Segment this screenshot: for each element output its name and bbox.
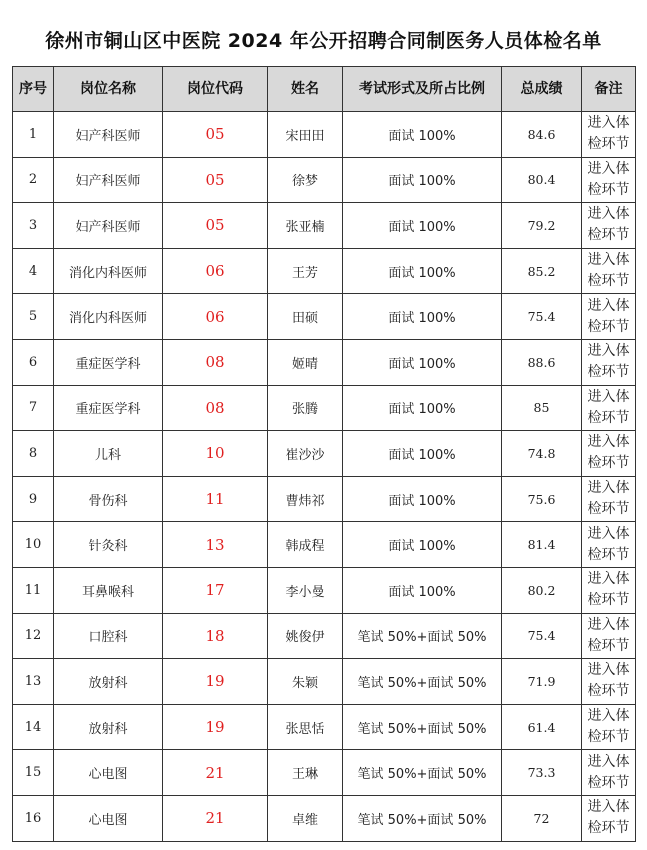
cell-score: 73.3 xyxy=(502,750,582,796)
cell-name: 卓维 xyxy=(268,795,343,841)
cell-name: 朱颖 xyxy=(268,659,343,705)
cell-seq: 4 xyxy=(13,248,54,294)
cell-seq: 16 xyxy=(13,795,54,841)
cell-score: 75.4 xyxy=(502,294,582,340)
cell-note: 进入体检环节 xyxy=(582,203,636,249)
cell-seq: 2 xyxy=(13,157,54,203)
cell-seq: 8 xyxy=(13,431,54,477)
cell-note: 进入体检环节 xyxy=(582,659,636,705)
cell-position: 妇产科医师 xyxy=(54,157,163,203)
table-row xyxy=(13,659,636,705)
cell-position: 消化内科医师 xyxy=(54,248,163,294)
cell-position: 放射科 xyxy=(54,659,163,705)
cell-note: 进入体检环节 xyxy=(582,339,636,385)
cell-exam: 笔试 50%+面试 50% xyxy=(343,704,502,750)
cell-score: 80.4 xyxy=(502,157,582,203)
cell-note: 进入体检环节 xyxy=(582,750,636,796)
table-row xyxy=(13,339,636,385)
cell-code: 18 xyxy=(163,613,268,659)
cell-code: 21 xyxy=(163,750,268,796)
cell-position: 放射科 xyxy=(54,704,163,750)
cell-exam: 面试 100% xyxy=(343,203,502,249)
cell-note: 进入体检环节 xyxy=(582,431,636,477)
cell-exam: 面试 100% xyxy=(343,157,502,203)
table-row xyxy=(13,522,636,568)
table-row xyxy=(13,567,636,613)
cell-code: 13 xyxy=(163,522,268,568)
cell-position: 消化内科医师 xyxy=(54,294,163,340)
cell-position: 耳鼻喉科 xyxy=(54,567,163,613)
cell-exam: 笔试 50%+面试 50% xyxy=(343,613,502,659)
cell-seq: 13 xyxy=(13,659,54,705)
table-body xyxy=(13,112,636,842)
cell-score: 72 xyxy=(502,795,582,841)
cell-code: 08 xyxy=(163,385,268,431)
table-row xyxy=(13,750,636,796)
cell-code: 05 xyxy=(163,203,268,249)
cell-name: 崔沙沙 xyxy=(268,431,343,477)
cell-code: 17 xyxy=(163,567,268,613)
cell-name: 张腾 xyxy=(268,385,343,431)
cell-score: 75.4 xyxy=(502,613,582,659)
cell-seq: 15 xyxy=(13,750,54,796)
table-row xyxy=(13,431,636,477)
cell-exam: 面试 100% xyxy=(343,112,502,158)
cell-exam: 面试 100% xyxy=(343,567,502,613)
cell-position: 骨伤科 xyxy=(54,476,163,522)
table-row xyxy=(13,795,636,841)
cell-name: 田硕 xyxy=(268,294,343,340)
cell-seq: 5 xyxy=(13,294,54,340)
cell-position: 心电图 xyxy=(54,795,163,841)
cell-position: 妇产科医师 xyxy=(54,112,163,158)
cell-seq: 3 xyxy=(13,203,54,249)
cell-note: 进入体检环节 xyxy=(582,112,636,158)
header-position: 岗位名称 xyxy=(54,67,163,112)
cell-seq: 10 xyxy=(13,522,54,568)
table-row xyxy=(13,704,636,750)
cell-exam: 面试 100% xyxy=(343,385,502,431)
cell-note: 进入体检环节 xyxy=(582,248,636,294)
cell-seq: 12 xyxy=(13,613,54,659)
cell-score: 85.2 xyxy=(502,248,582,294)
header-name: 姓名 xyxy=(268,67,343,112)
table-row xyxy=(13,248,636,294)
cell-position: 重症医学科 xyxy=(54,385,163,431)
table-row xyxy=(13,385,636,431)
cell-exam: 面试 100% xyxy=(343,522,502,568)
cell-score: 85 xyxy=(502,385,582,431)
cell-name: 王琳 xyxy=(268,750,343,796)
cell-note: 进入体检环节 xyxy=(582,522,636,568)
cell-exam: 面试 100% xyxy=(343,294,502,340)
cell-seq: 11 xyxy=(13,567,54,613)
cell-name: 姬晴 xyxy=(268,339,343,385)
header-score: 总成绩 xyxy=(502,67,582,112)
cell-exam: 面试 100% xyxy=(343,431,502,477)
cell-score: 61.4 xyxy=(502,704,582,750)
cell-code: 06 xyxy=(163,248,268,294)
cell-code: 21 xyxy=(163,795,268,841)
header-exam: 考试形式及所占比例 xyxy=(343,67,502,112)
cell-score: 74.8 xyxy=(502,431,582,477)
cell-code: 19 xyxy=(163,659,268,705)
cell-seq: 14 xyxy=(13,704,54,750)
table-row xyxy=(13,613,636,659)
cell-note: 进入体检环节 xyxy=(582,613,636,659)
cell-seq: 9 xyxy=(13,476,54,522)
cell-name: 曹炜祁 xyxy=(268,476,343,522)
cell-exam: 笔试 50%+面试 50% xyxy=(343,795,502,841)
cell-score: 84.6 xyxy=(502,112,582,158)
cell-name: 姚俊伊 xyxy=(268,613,343,659)
cell-position: 针灸科 xyxy=(54,522,163,568)
table-row xyxy=(13,294,636,340)
header-code: 岗位代码 xyxy=(163,67,268,112)
cell-position: 心电图 xyxy=(54,750,163,796)
cell-code: 19 xyxy=(163,704,268,750)
cell-code: 11 xyxy=(163,476,268,522)
table-row xyxy=(13,157,636,203)
cell-code: 05 xyxy=(163,112,268,158)
cell-code: 08 xyxy=(163,339,268,385)
cell-note: 进入体检环节 xyxy=(582,294,636,340)
cell-note: 进入体检环节 xyxy=(582,704,636,750)
cell-name: 李小曼 xyxy=(268,567,343,613)
cell-exam: 面试 100% xyxy=(343,476,502,522)
cell-note: 进入体检环节 xyxy=(582,567,636,613)
cell-note: 进入体检环节 xyxy=(582,157,636,203)
cell-score: 71.9 xyxy=(502,659,582,705)
table-row xyxy=(13,476,636,522)
exam-list-table xyxy=(12,66,636,842)
header-seq: 序号 xyxy=(13,67,54,112)
cell-code: 10 xyxy=(163,431,268,477)
header-row xyxy=(13,67,636,112)
cell-note: 进入体检环节 xyxy=(582,385,636,431)
cell-name: 张思恬 xyxy=(268,704,343,750)
cell-seq: 7 xyxy=(13,385,54,431)
cell-note: 进入体检环节 xyxy=(582,476,636,522)
cell-name: 王芳 xyxy=(268,248,343,294)
cell-score: 88.6 xyxy=(502,339,582,385)
table-row xyxy=(13,203,636,249)
cell-exam: 笔试 50%+面试 50% xyxy=(343,659,502,705)
cell-score: 75.6 xyxy=(502,476,582,522)
cell-seq: 6 xyxy=(13,339,54,385)
cell-code: 06 xyxy=(163,294,268,340)
table-row xyxy=(13,112,636,158)
cell-position: 妇产科医师 xyxy=(54,203,163,249)
cell-exam: 笔试 50%+面试 50% xyxy=(343,750,502,796)
cell-seq: 1 xyxy=(13,112,54,158)
cell-exam: 面试 100% xyxy=(343,248,502,294)
cell-name: 宋田田 xyxy=(268,112,343,158)
cell-name: 徐梦 xyxy=(268,157,343,203)
cell-position: 口腔科 xyxy=(54,613,163,659)
cell-score: 81.4 xyxy=(502,522,582,568)
cell-position: 儿科 xyxy=(54,431,163,477)
cell-exam: 面试 100% xyxy=(343,339,502,385)
header-note: 备注 xyxy=(582,67,636,112)
cell-note: 进入体检环节 xyxy=(582,795,636,841)
cell-score: 80.2 xyxy=(502,567,582,613)
cell-position: 重症医学科 xyxy=(54,339,163,385)
cell-code: 05 xyxy=(163,157,268,203)
cell-name: 韩成程 xyxy=(268,522,343,568)
page-title: 徐州市铜山区中医院 2024 年公开招聘合同制医务人员体检名单 xyxy=(45,30,602,52)
cell-score: 79.2 xyxy=(502,203,582,249)
cell-name: 张亚楠 xyxy=(268,203,343,249)
